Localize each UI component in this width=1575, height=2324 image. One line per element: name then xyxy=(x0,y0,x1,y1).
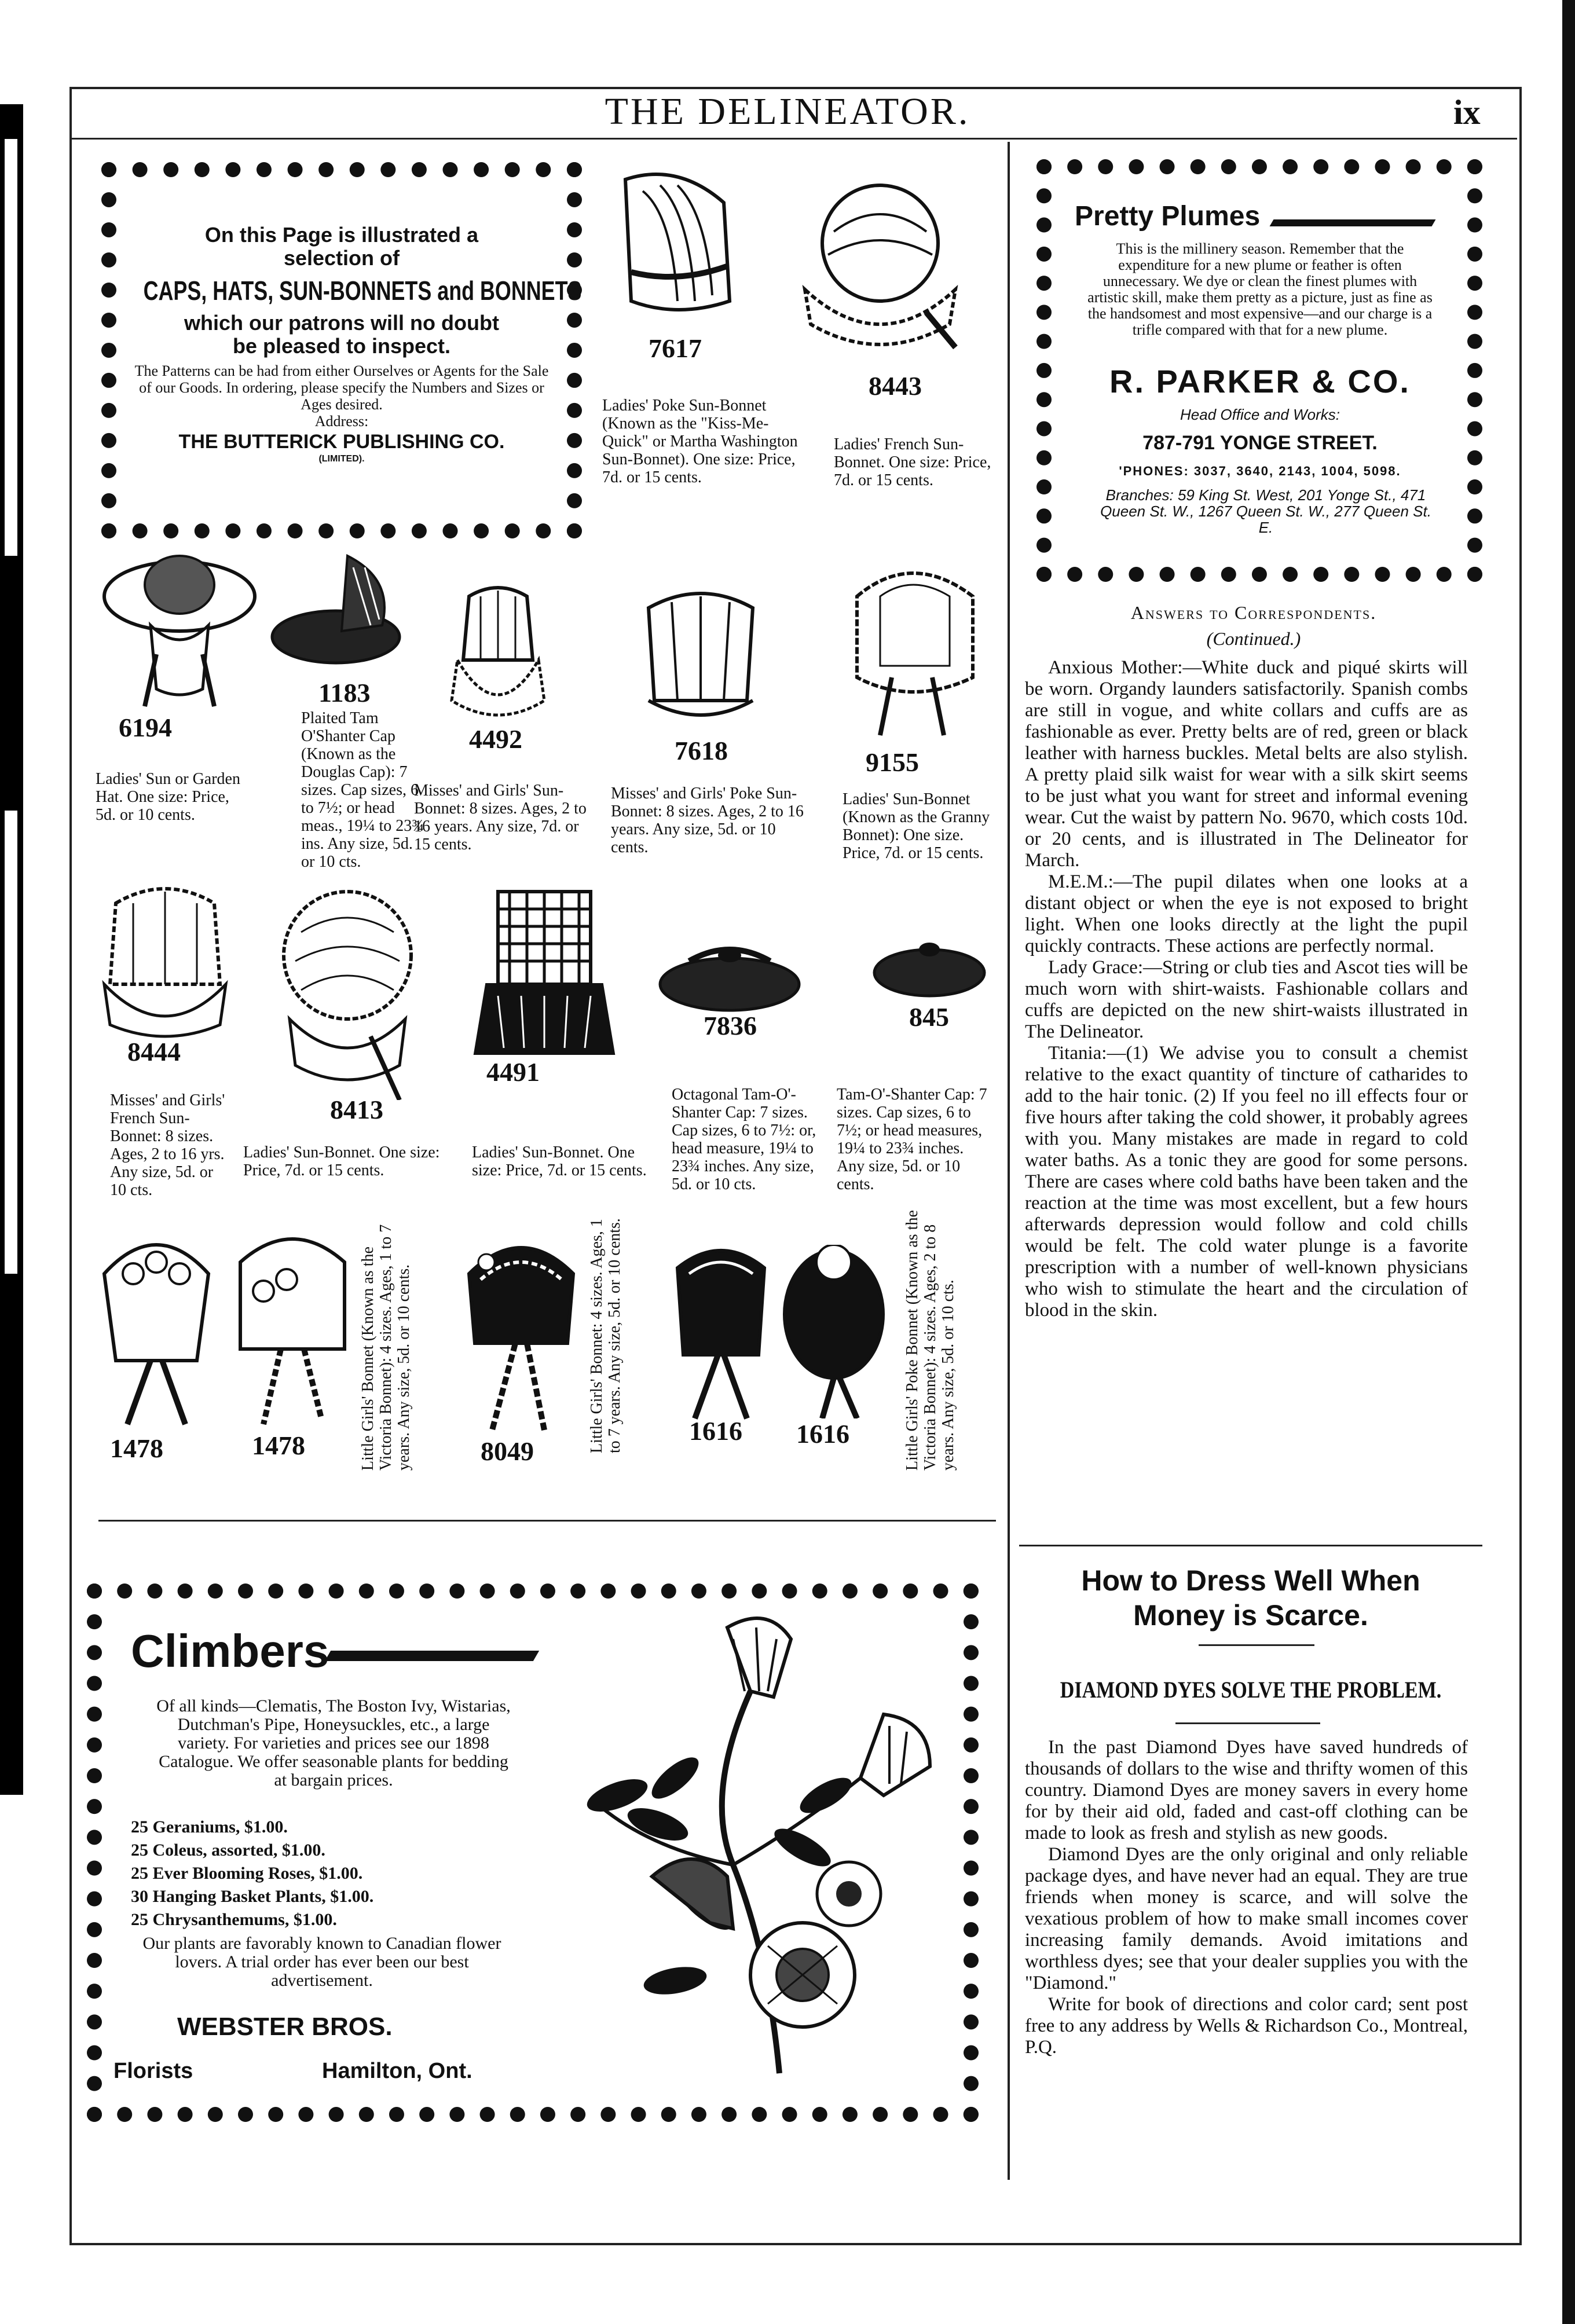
plumes-branches: Branches: 59 King St. West, 201 Yonge St., 471 Queen St. W., 1267 Queen St. W., 277 Queen St. E. xyxy=(1100,486,1431,536)
box-address-label: Address: xyxy=(314,413,369,430)
box-line4: be pleased to inspect. xyxy=(232,334,451,358)
pattern-number-7836: 7836 xyxy=(704,1011,757,1040)
dyes-subhead: DIAMOND DYES SOLVE THE PROBLEM. xyxy=(1060,1677,1442,1703)
bonnet-illustration-8443 xyxy=(793,174,967,365)
section-rule xyxy=(1019,1545,1482,1546)
climbers-title: Climbers xyxy=(131,1625,329,1677)
pattern-caption-8049: Little Girls' Bonnet: 4 sizes. Ages, 1 to 7 years. Any size, 5d. or 10 cents. xyxy=(588,1218,624,1453)
pattern-caption-8444: Misses' and Girls' French Sun-Bonnet: 8 sizes. Ages, 2 to 16 yrs. Any size, 5d. or 10 cts. xyxy=(110,1091,225,1199)
box-headline: CAPS, HATS, SUN-BONNETS and BONNETS xyxy=(143,276,582,306)
climbers-city: Hamilton, Ont. xyxy=(322,2059,473,2083)
pattern-caption-9155: Ladies' Sun-Bonnet (Known as the Granny Bonnet): One size. Price, 7d. or 15 cents. xyxy=(843,790,990,862)
box-limited: (LIMITED). xyxy=(318,454,365,464)
cap-illustration-7836 xyxy=(654,938,805,1019)
section-rule xyxy=(98,1520,996,1522)
pattern-caption-4491: Ladies' Sun-Bonnet. One size: Price, 7d. or 15 cents. xyxy=(472,1143,647,1179)
title-flourish xyxy=(1270,219,1436,226)
pattern-number-1183: 1183 xyxy=(318,678,371,708)
bonnet-illustration-1616a xyxy=(666,1239,776,1424)
pattern-number-1616b: 1616 xyxy=(796,1419,849,1449)
pattern-caption-4492: Misses' and Girls' Sun-Bonnet: 8 sizes. Ages, 2 to 16 years. Any size, 7d. or 15 cents. xyxy=(414,782,587,853)
dyes-paragraph: Write for book of directions and color card; sent post free to any address by Wells & Richardson Co., Montreal, P.Q. xyxy=(1025,1994,1468,2058)
pattern-number-7618: 7618 xyxy=(675,736,728,765)
pattern-number-845: 845 xyxy=(909,1002,949,1032)
dyes-headline xyxy=(1016,1563,1485,1633)
climbers-box xyxy=(87,1583,979,2122)
hat-illustration-6194 xyxy=(98,538,261,712)
answers-body xyxy=(1025,657,1468,1321)
bonnet-illustration-7618 xyxy=(637,585,764,735)
pattern-number-8444: 8444 xyxy=(127,1037,181,1066)
pattern-caption-1616: Little Girls' Poke Bonnet (Known as the Victoria Bonnet): 4 sizes. Ages, 2 to 8 years. Any size, 5d. or 10 cts. xyxy=(903,1210,957,1471)
dyes-headline-line1: How to Dress Well When xyxy=(1081,1564,1420,1597)
pattern-number-8413: 8413 xyxy=(330,1095,383,1124)
pattern-number-1478b: 1478 xyxy=(252,1431,305,1460)
bonnet-illustration-4492 xyxy=(440,585,556,724)
bonnet-illustration-1478b xyxy=(229,1227,356,1430)
scan-edge-gap xyxy=(5,139,17,556)
dyes-body xyxy=(1025,1737,1468,2058)
pattern-caption-6194: Ladies' Sun or Garden Hat. One size: Price, 5d. or 10 cents. xyxy=(96,770,240,824)
dyes-paragraph: Diamond Dyes are the only original and only reliable package dyes, and have never had an equal. They are true friends when money is scarce, and will solve the vexatious problem of how to make small incomes cover increasing family demands. Avoid imitations and worthless dyes; see that your dealer supplies you with the "Diamond." xyxy=(1025,1844,1468,1993)
title-flourish xyxy=(325,1651,539,1661)
climbers-body: Of all kinds—Clematis, The Boston Ivy, Wistarias, Dutchman's Pipe, Honeysuckles, etc., a large variety. For varieties and prices see our 1898 Catalogue. We offer seasonable plants for bedding at bargain prices. xyxy=(156,1696,511,1790)
pattern-caption-1478: Little Girls' Bonnet (Known as the Victoria Bonnet): 4 sizes. Ages, 1 to 7 years. Any size, 5d. or 10 cents. xyxy=(359,1224,413,1471)
pattern-caption-1183: Plaited Tam O'Shanter Cap (Known as the Douglas Cap): 7 sizes. Cap sizes, 6 to 7½; or head meas., 19¼ to 23¾ ins. Any size, 5d. or 10 cts. xyxy=(301,709,424,871)
box-body: The Patterns can be had from either Ourselves or Agents for the Sale of our Goods. In ordering, please specify the Numbers and Sizes or Ages desired. xyxy=(134,362,549,413)
climbers-company: WEBSTER BROS. xyxy=(177,2013,393,2041)
pattern-caption-7836: Octagonal Tam-O'-Shanter Cap: 7 sizes. Cap sizes, 6 to 7½: or, head measure, 19¼ to 23¾ inches. Any size, 5d. or 10 cts. xyxy=(672,1086,816,1193)
pattern-number-9155: 9155 xyxy=(866,747,919,777)
pattern-number-8049: 8049 xyxy=(481,1436,534,1466)
answer-paragraph: M.E.M.:—The pupil dilates when one looks at a distant object or when the eye is not exposed to bright light. When one looks directly at the light the pupil quickly contracts. These actions are perfectly normal. xyxy=(1025,871,1468,956)
climbers-item-list xyxy=(131,1816,373,1931)
bonnet-illustration-8413 xyxy=(266,886,428,1100)
scan-edge-right xyxy=(1562,0,1575,2324)
answer-paragraph: Lady Grace:—String or club ties and Ascot ties will be much worn with shirt-waists. Fashionable collars and cuffs are depicted on the new shirt-waists illustrated in The Delineator. xyxy=(1025,957,1468,1042)
plumes-office: Head Office and Works: xyxy=(1180,406,1340,423)
climbers-item: 25 Geraniums, $1.00. xyxy=(131,1817,288,1837)
subhead-rule xyxy=(1175,1722,1320,1724)
bonnet-illustration-8444 xyxy=(93,880,237,1048)
pattern-caption-845: Tam-O'-Shanter Cap: 7 sizes. Cap sizes, 6 to 7½; or head measures, 19¼ to 23¾ inches. Any size, 5d. or 10 cents. xyxy=(837,1086,987,1193)
header-rule xyxy=(69,138,1517,140)
answers-continued: (Continued.) xyxy=(1206,628,1301,649)
climbers-florists: Florists xyxy=(113,2059,193,2083)
pattern-number-7617: 7617 xyxy=(649,333,702,363)
bonnet-illustration-1616b xyxy=(776,1245,892,1418)
box-line3: which our patrons will no doubt xyxy=(184,311,499,335)
bonnet-illustration-4491 xyxy=(463,886,625,1071)
pattern-number-4491: 4491 xyxy=(486,1057,540,1087)
answer-paragraph: Anxious Mother:—White duck and piqué skirts will be worn. Organdy launders satisfactorily. Spanish combs are still in vogue, and white collars and cuffs are as fashionable as ever. Pretty belts are of red, green or black leather with harness buckles. Metal belts are also stylish. A pretty plaid silk waist for wear with a silk skirt seems to be just what you want for street and informal evening wear. Cut the waist by pattern No. 9670, which costs 10d. or 20 cents, and is illustrated in The Delineator for March. xyxy=(1025,657,1468,871)
dyes-headline-line2: Money is Scarce. xyxy=(1133,1599,1368,1632)
plumes-body: This is the millinery season. Remember that the expenditure for a new plume or feather is often unnecessary. We dye or clean the finest plumes with artistic skill, make them pretty as a picture, just as fine as the handsomest and most expensive—and our charge is a trifle compared with that for a new plume. xyxy=(1087,240,1433,338)
plumes-box xyxy=(1036,159,1482,582)
climbers-item: 25 Coleus, assorted, $1.00. xyxy=(131,1841,325,1860)
climbers-footer: Our plants are favorably known to Canadian flower lovers. A trial order has ever been our best advertisement. xyxy=(142,1934,501,1990)
column-rule xyxy=(1008,142,1010,2180)
box-line1: On this Page is illustrated a xyxy=(204,223,479,247)
pattern-caption-8443: Ladies' French Sun-Bonnet. One size: Price, 7d. or 15 cents. xyxy=(834,435,991,489)
cap-illustration-1183 xyxy=(266,544,405,672)
dyes-paragraph: In the past Diamond Dyes have saved hundreds of thousands of dollars to the wise and thrifty women of this country. Diamond Dyes are money savers in every home for by their aid old, faded and cast-off clothing can be made to look as fresh and stylish as new goods. xyxy=(1025,1737,1468,1843)
bonnet-illustration-9155 xyxy=(834,562,990,741)
climbers-item: 25 Ever Blooming Roses, $1.00. xyxy=(131,1864,363,1883)
plumes-company: R. PARKER & CO. xyxy=(1109,363,1411,399)
plumes-street: 787-791 YONGE STREET. xyxy=(1142,432,1378,454)
box-company: THE BUTTERICK PUBLISHING CO. xyxy=(178,431,505,453)
scan-edge-gap xyxy=(5,811,17,1274)
pattern-caption-7617: Ladies' Poke Sun-Bonnet (Known as the "Kiss-Me-Quick" or Martha Washington Sun-Bonnet). One size: Price, 7d. or 15 cents. xyxy=(602,397,798,486)
answer-paragraph: Titania:—(1) We advise you to consult a chemist relative to the exact quantity of tincture of catharides to add to the hair tonic. (2) If you feel no ill effects four or five hours after taking the cold shower, it probably agrees with you. Many mistakes are made in regard to cold water baths. As a tonic they are good for some persons. There are cases where cold baths have been taken and the reaction at the time was most excellent, but a few hours afterwards depression would follow and cold chills would be felt. The cold water plunge is a favorite prescription with a number of well-known physicians who wish to stimulate the heart and the circulation of blood in the skin. xyxy=(1025,1043,1468,1321)
bonnet-illustration-7617 xyxy=(608,168,741,336)
bonnet-illustration-1478a xyxy=(93,1227,220,1430)
pattern-caption-8413: Ladies' Sun-Bonnet. One size: Price, 7d. or 15 cents. xyxy=(243,1143,440,1179)
headline-rule xyxy=(1199,1644,1314,1646)
butterick-box xyxy=(101,162,582,538)
pattern-number-1478a: 1478 xyxy=(110,1434,163,1463)
climbers-item: 30 Hanging Basket Plants, $1.00. xyxy=(131,1887,374,1906)
cap-illustration-845 xyxy=(869,932,990,1002)
box-line2: selection of xyxy=(283,246,400,270)
page-number: ix xyxy=(1453,93,1481,131)
climbers-item: 25 Chrysanthemums, $1.00. xyxy=(131,1910,337,1929)
page-title: THE DELINEATOR. xyxy=(605,90,970,133)
pattern-number-4492: 4492 xyxy=(469,724,522,754)
flower-illustration xyxy=(559,1604,959,2079)
plumes-title: Pretty Plumes xyxy=(1075,201,1261,232)
answers-title: Answers to Correspondents. xyxy=(1130,602,1377,623)
bonnet-illustration-8049 xyxy=(452,1227,591,1436)
pattern-number-8443: 8443 xyxy=(869,371,922,401)
pattern-caption-7618: Misses' and Girls' Poke Sun-Bonnet: 8 sizes. Ages, 2 to 16 years. Any size, 5d. or 10 cents. xyxy=(611,785,804,856)
pattern-number-1616a: 1616 xyxy=(689,1416,742,1446)
pattern-number-6194: 6194 xyxy=(119,713,172,742)
plumes-phones: 'PHONES: 3037, 3640, 2143, 1004, 5098. xyxy=(1119,464,1401,478)
